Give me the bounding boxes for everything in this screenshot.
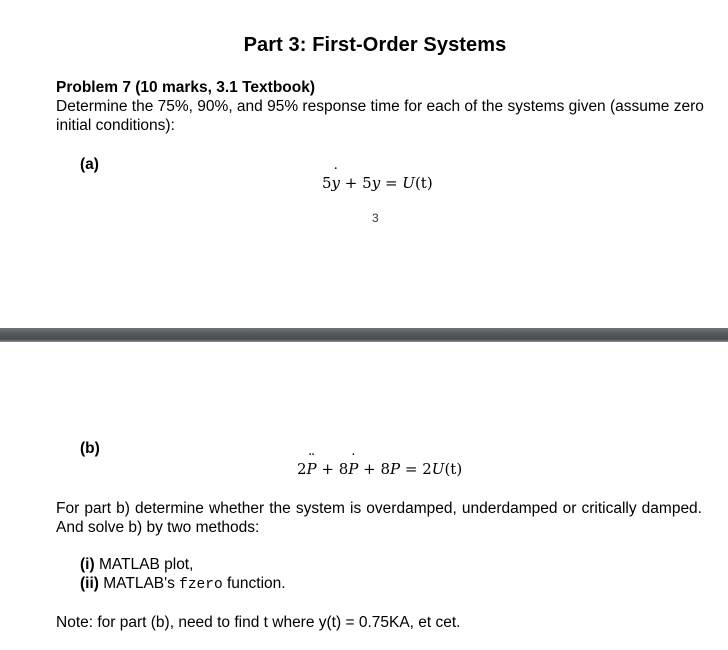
eq-a-coef1: 5 xyxy=(322,174,332,192)
eq-a-equals: = xyxy=(380,174,403,192)
eq-b-equals: = 2 xyxy=(400,460,432,478)
eq-b-rhs-fn: U xyxy=(431,460,445,478)
method-number: (i) xyxy=(80,556,95,573)
part-b-equation xyxy=(297,460,462,478)
eq-b-op2: + 8 xyxy=(358,460,391,478)
method-number: (ii) xyxy=(80,575,99,592)
page-bottom xyxy=(0,342,728,650)
note: Note: for part (b), need to find t where y(t) = 0.75KA, et cet. xyxy=(56,614,461,631)
method-text: MATLAB plot, xyxy=(98,556,194,573)
eq-a-rhs-fn: U xyxy=(402,174,415,192)
eq-a-ydot: y ˙ xyxy=(332,174,340,192)
method-text-suffix: function. xyxy=(222,575,286,592)
method-text: MATLAB's xyxy=(103,575,180,592)
part-b-label: (b) xyxy=(80,440,100,457)
problem-heading: Problem 7 (10 marks, 3.1 Textbook) xyxy=(56,79,316,96)
code-fzero: fzero xyxy=(179,577,223,593)
eq-b-pdot: P ˙ xyxy=(348,460,358,478)
eq-b-op1: + 8 xyxy=(316,460,349,478)
page-separator xyxy=(0,328,728,342)
eq-a-rhs-arg: (t) xyxy=(414,174,433,192)
part-a-label: (a) xyxy=(80,156,99,173)
problem-description: Determine the 75%, 90%, and 95% response time for each of the systems given (assume zero initial conditions): xyxy=(56,98,704,134)
method-item xyxy=(80,555,193,574)
eq-b-pddot: P ¨ xyxy=(307,460,317,478)
eq-b-coef1: 2 xyxy=(297,460,307,478)
part-a-equation xyxy=(322,174,433,192)
eq-b-rhs-arg: (t) xyxy=(444,460,463,478)
page-title: Part 3: First-Order Systems xyxy=(243,34,507,56)
part-b-instruction: For part b) determine whether the system is overdamped, underdamped or critically damped. And solve b) by two methods: xyxy=(56,500,702,536)
eq-a-y: y xyxy=(371,174,381,192)
method-item xyxy=(80,574,286,595)
eq-b-p: P xyxy=(390,460,401,478)
eq-a-op1: + 5 xyxy=(340,174,372,192)
page-number: 3 xyxy=(372,211,379,225)
